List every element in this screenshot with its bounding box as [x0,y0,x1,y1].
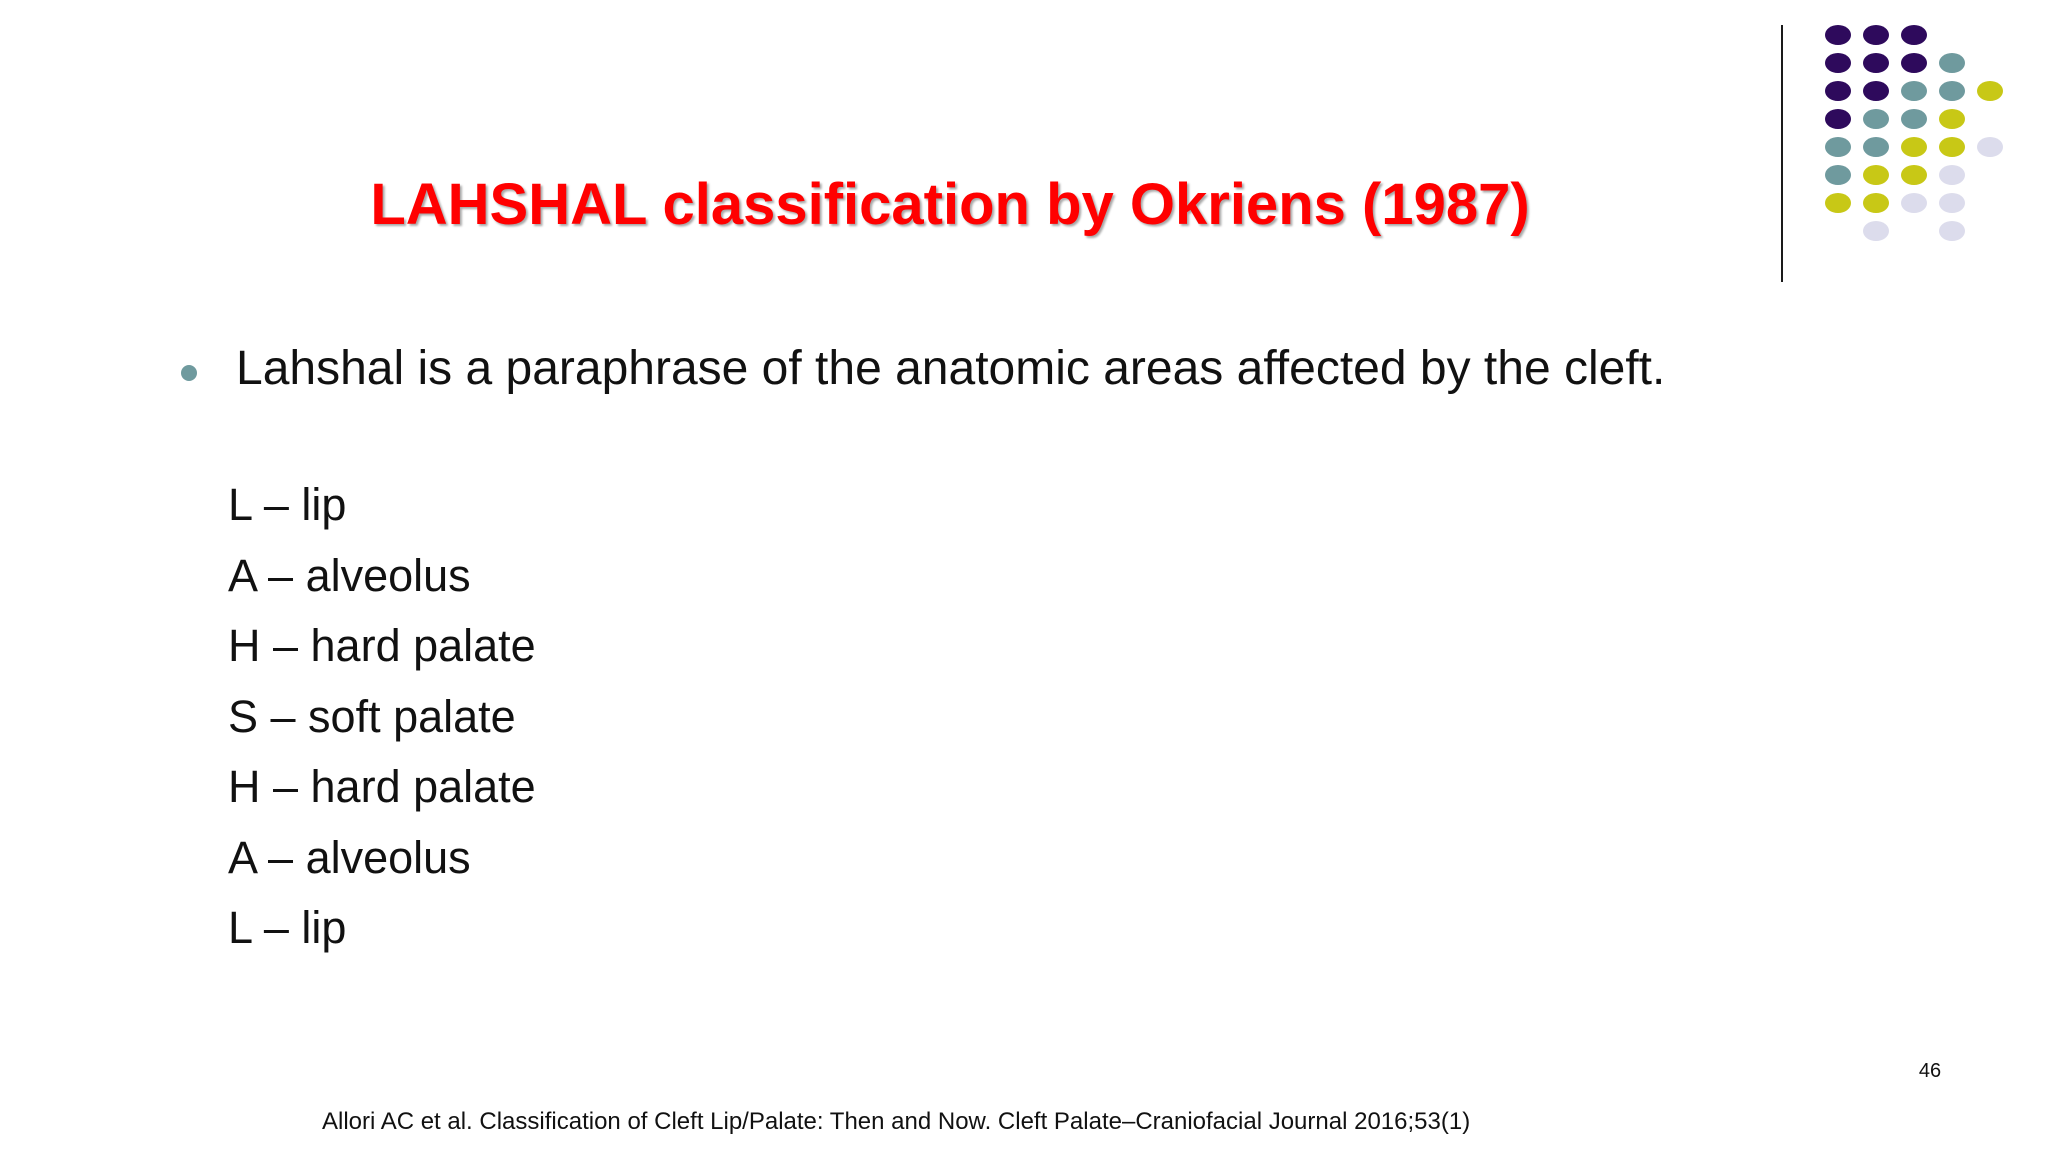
decor-dot [1863,81,1889,101]
decor-dot [1863,193,1889,213]
decor-dot [1825,25,1851,45]
decor-dot [1863,221,1889,241]
decor-dot [1901,109,1927,129]
decor-dot [1863,25,1889,45]
decor-dot [1863,137,1889,157]
bullet-text: Lahshal is a paraphrase of the anatomic areas affected by the cleft. [236,342,1666,395]
lahshal-list [228,470,536,964]
list-item: L – lip [228,479,347,530]
bullet-dot-icon [181,365,197,381]
decor-dot [1901,53,1927,73]
decor-dot [1825,53,1851,73]
decor-dot [1825,137,1851,157]
page-number: 46 [1918,1060,1942,1082]
decor-dot [1863,53,1889,73]
slide-title: LAHSHAL classification by Okriens (1987) [370,172,1530,237]
decor-dot [1977,137,2003,157]
decor-dot [1901,25,1927,45]
decor-dot [1977,81,2003,101]
decor-dot [1939,221,1965,241]
list-item: L – lip [228,902,347,953]
decor-dot [1901,193,1927,213]
decor-dot [1939,137,1965,157]
vertical-divider-line [1781,25,1783,282]
decor-dot [1901,165,1927,185]
list-item: A – alveolus [228,549,471,601]
decor-dot [1939,193,1965,213]
list-item: H – hard palate [228,620,536,671]
decor-dot [1939,81,1965,101]
list-item: A – alveolus [228,831,471,883]
list-item: S – soft palate [228,690,516,742]
decor-dot [1939,53,1965,73]
decor-dot [1901,137,1927,157]
citation: Allori AC et al. Classification of Cleft Lip/Palate: Then and Now. Cleft Palate–Craniofacial Journal 2016;53(1) [322,1108,1471,1135]
list-item: H – hard palate [228,761,536,812]
decor-dot [1825,109,1851,129]
decor-dot [1863,109,1889,129]
decor-dot [1863,165,1889,185]
decor-dot [1825,193,1851,213]
decor-dot [1901,81,1927,101]
decor-dot [1939,109,1965,129]
decor-dot [1825,81,1851,101]
decor-dot [1939,165,1965,185]
decor-dot [1825,165,1851,185]
